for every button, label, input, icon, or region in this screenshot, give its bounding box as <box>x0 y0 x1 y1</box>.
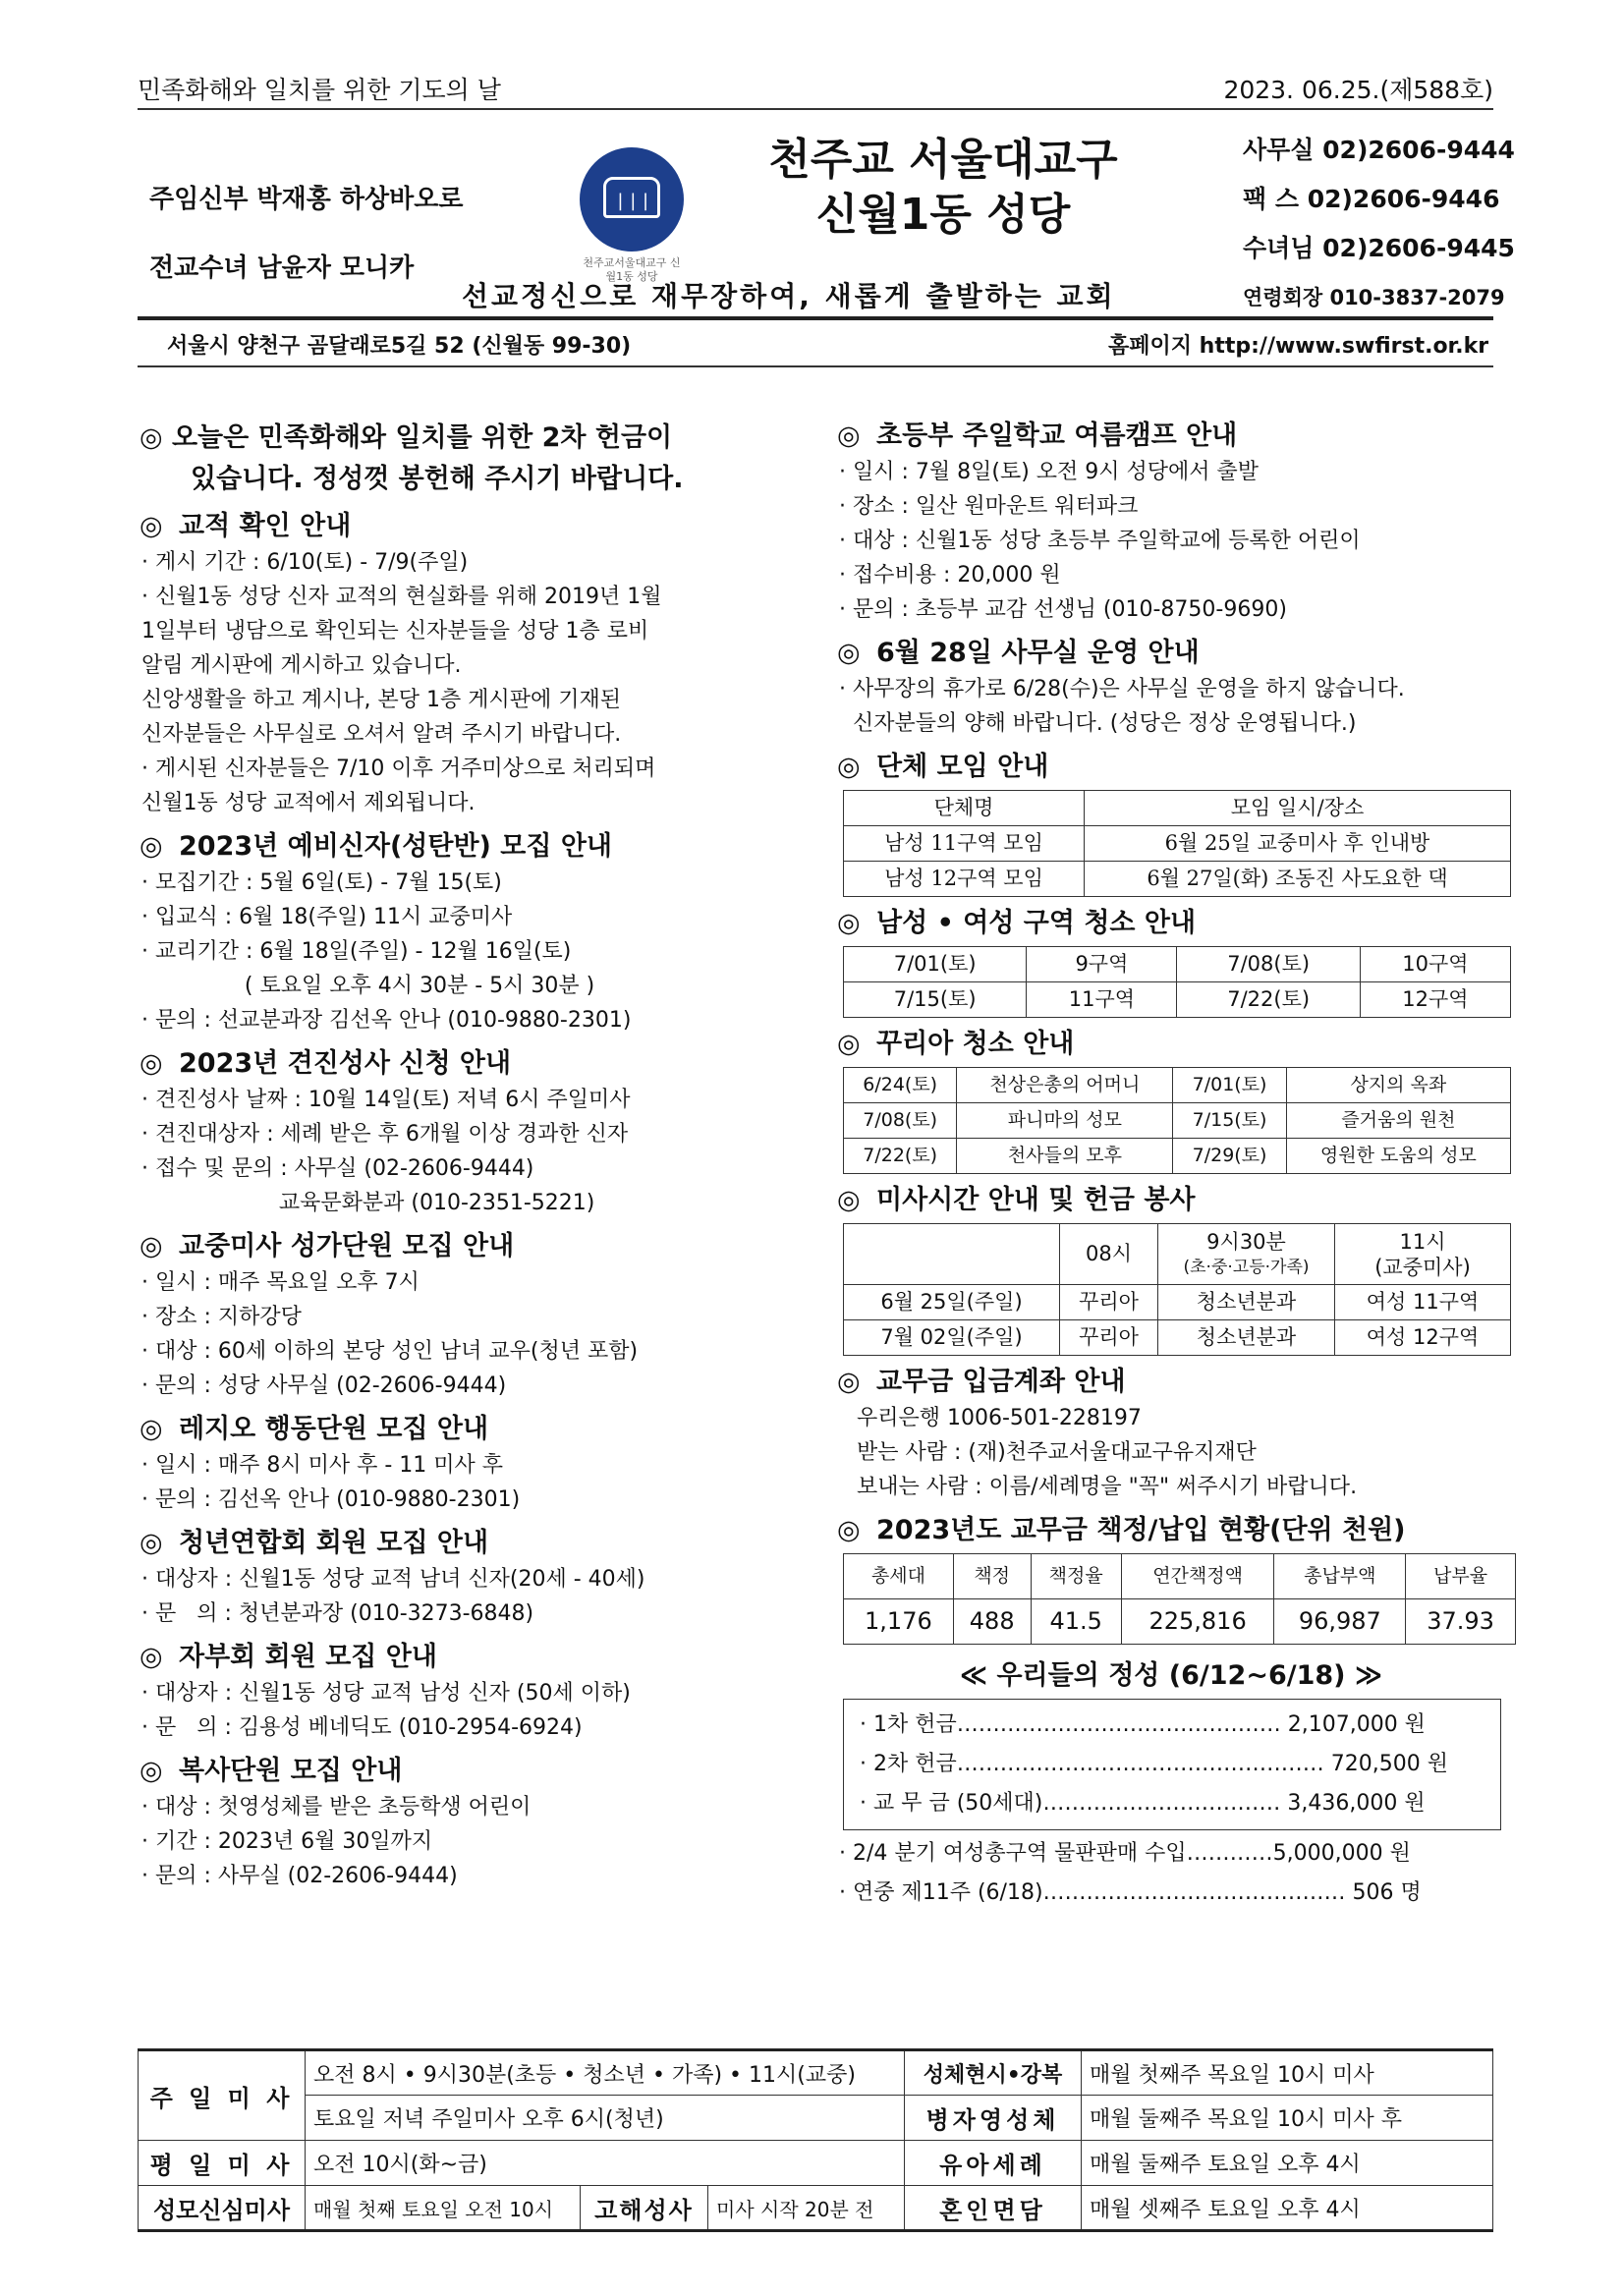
contact-office: 사무실 02)2606-9444 <box>1243 136 1515 164</box>
section-line: · 사무장의 휴가로 6/28(수)은 사무실 운영을 하지 않습니다. <box>839 677 1405 701</box>
section-title: ◎ 2023년 견진성사 신청 안내 <box>140 1048 512 1079</box>
table-cell <box>844 1224 1060 1285</box>
section-line: · 입교식 : 6월 18(주일) 11시 교중미사 <box>141 905 513 929</box>
section-catechumen <box>140 828 788 1037</box>
table-cell: 매월 셋째주 토요일 오후 4시 <box>1082 2186 1493 2231</box>
section-confirmation <box>140 1045 788 1220</box>
section-title: ◎ 단체 모임 안내 <box>837 752 1049 782</box>
table-row <box>139 2096 1493 2141</box>
section-line: · 일시 : 매주 목요일 오후 7시 <box>141 1270 420 1295</box>
section-line: · 장소 : 지하강당 <box>141 1305 302 1329</box>
table-header-row <box>844 791 1511 826</box>
section-line: 신자분들은 사무실로 오셔서 알려 주시기 바랍니다. <box>141 722 622 747</box>
table-cell: 오전 8시 • 9시30분(초등 • 청소년 • 가족) • 11시(교중) <box>306 2050 905 2096</box>
right-column <box>837 418 1505 1913</box>
section-mass-offering <box>837 1182 1505 1356</box>
table-cell: 영원한 도움의 성모 <box>1286 1139 1510 1174</box>
contact-list <box>1243 126 1515 322</box>
section-line: 알림 게시판에 게시하고 있습니다. <box>141 653 462 678</box>
parish-logo <box>580 142 688 290</box>
table-cell: 천사들의 모후 <box>957 1139 1173 1174</box>
table-row <box>844 947 1511 982</box>
notice-line: 있습니다. 정성껏 봉헌해 주시기 바랍니다. <box>191 464 684 494</box>
section-title: ◎ 교무금 입금계좌 안내 <box>837 1367 1126 1397</box>
section-title: ◎ 레지오 행동단원 모집 안내 <box>140 1414 489 1444</box>
section-line: · 문의 : 사무실 (02-2606-9444) <box>141 1864 458 1888</box>
table-cell: 매월 둘째주 토요일 오후 4시 <box>1082 2141 1493 2186</box>
table-cell: 청소년분과 <box>1158 1320 1335 1356</box>
table-cell: 미사 시작 20분 전 <box>708 2186 905 2231</box>
section-line: · 게시 기간 : 6/10(토) - 7/9(주일) <box>141 550 469 575</box>
offering-line: · 2/4 분기 여성총구역 물판판매 수입…………5,000,000 원 <box>839 1841 1411 1866</box>
section-altar-servers <box>140 1753 788 1893</box>
section-legio <box>140 1411 788 1517</box>
table-cell: 7/29(토) <box>1173 1139 1286 1174</box>
header-text: 11시 <box>1399 1229 1446 1254</box>
section-line: 신자분들의 양해 바랍니다. (성당은 정상 운영됩니다.) <box>839 711 1357 736</box>
section-line: 신앙생활을 하고 계시나, 본당 1층 게시판에 기재된 <box>141 688 621 712</box>
table-row <box>844 1285 1511 1320</box>
table-cell: 12구역 <box>1360 982 1510 1018</box>
table-cell: 7/15(토) <box>844 982 1027 1018</box>
header-subtext: (교중미사) <box>1374 1255 1471 1279</box>
table-cell: 모임 일시/장소 <box>1085 791 1511 826</box>
contact-fax: 팩 스 02)2606-9446 <box>1243 185 1500 213</box>
table-cell: 7/08(토) <box>844 1103 957 1139</box>
sister-name: 전교수녀 남윤자 모니카 <box>149 253 415 283</box>
title-line-2: 신월1동 성당 <box>815 190 1071 240</box>
table-cell: 매월 둘째주 목요일 10시 미사 후 <box>1082 2096 1493 2141</box>
second-collection-notice <box>140 418 788 500</box>
section-line: · 접수비용 : 20,000 원 <box>839 563 1061 588</box>
table-row <box>139 2050 1493 2096</box>
table-row <box>844 1103 1511 1139</box>
table-cell: 꾸리아 <box>1060 1320 1158 1356</box>
title-line-1: 천주교 서울대교구 <box>768 135 1118 185</box>
table-cell: 7월 02일(주일) <box>844 1320 1060 1356</box>
section-line: · 견진성사 날짜 : 10월 14일(토) 저녁 6시 주일미사 <box>141 1088 631 1112</box>
table-row <box>844 982 1511 1018</box>
section-line: · 문의 : 성당 사무실 (02-2606-9444) <box>141 1373 507 1398</box>
section-line: · 대상 : 신월1동 성당 초등부 주일학교에 등록한 어린이 <box>839 529 1361 553</box>
table-cell: 41.5 <box>1031 1599 1121 1645</box>
section-line: · 일시 : 매주 8시 미사 후 - 11 미사 후 <box>141 1453 504 1478</box>
table-row <box>139 2186 1493 2231</box>
table-cell: 책정 <box>953 1554 1031 1599</box>
table-cell: 성체현시•강복 <box>905 2050 1082 2096</box>
header-text: 9시30분 <box>1206 1229 1286 1254</box>
table-cell: 08시 <box>1060 1224 1158 1285</box>
table-cell <box>1335 1224 1511 1285</box>
table-cell: 11구역 <box>1027 982 1177 1018</box>
section-line: · 장소 : 일산 원마운트 워터파크 <box>839 494 1139 519</box>
table-cell: 여성 11구역 <box>1335 1285 1511 1320</box>
table-cell: 225,816 <box>1121 1599 1274 1645</box>
table-cell: 6월 25일 교중미사 후 인내방 <box>1085 826 1511 862</box>
offering-line: · 교 무 금 (50세대)…………………………… 3,436,000 원 <box>860 1791 1426 1816</box>
divider <box>138 108 1493 110</box>
section-line: · 접수 및 문의 : 사무실 (02-2606-9444) <box>141 1156 534 1181</box>
section-choir <box>140 1228 788 1403</box>
section-title: ◎ 교중미사 성가단원 모집 안내 <box>140 1231 515 1261</box>
issue-date: 2023. 06.25.(제588호) <box>1223 76 1493 104</box>
parish-title <box>688 133 1199 243</box>
parish-motto: 선교정신으로 재무장하여, 새롭게 출발하는 교회 <box>462 280 1116 312</box>
table-cell: 총세대 <box>844 1554 954 1599</box>
table-cell: 단체명 <box>844 791 1085 826</box>
pastor-name: 주임신부 박재홍 하상바오로 <box>149 185 464 214</box>
table-row <box>844 862 1511 897</box>
offering-line: · 2차 헌금…………………………………………… 720,500 원 <box>860 1752 1448 1776</box>
table-cell: 매월 첫째주 목요일 10시 미사 <box>1082 2050 1493 2096</box>
top-line <box>138 71 1493 110</box>
table-cell: 납부율 <box>1406 1554 1516 1599</box>
curia-cleaning-table <box>843 1067 1511 1174</box>
table-header-row <box>844 1554 1516 1599</box>
group-meetings-table <box>843 790 1511 897</box>
table-cell: 7/01(토) <box>1173 1068 1286 1103</box>
table-row <box>844 826 1511 862</box>
divider <box>138 316 1493 320</box>
table-cell: 혼인면담 <box>905 2186 1082 2231</box>
table-cell: 6월 25일(주일) <box>844 1285 1060 1320</box>
section-summer-camp <box>837 418 1505 627</box>
section-district-cleaning <box>837 905 1505 1018</box>
section-line: 우리은행 1006-501-228197 <box>857 1406 1142 1430</box>
table-cell: 7/08(토) <box>1177 947 1360 982</box>
offering-title: ≪ 우리들의 정성 (6/12~6/18) ≫ <box>959 1660 1383 1691</box>
contact-funeral-head: 연령회장 010-3837-2079 <box>1243 286 1505 309</box>
homepage-link[interactable]: 홈페이지 http://www.swfirst.or.kr <box>1108 334 1489 359</box>
dues-status-table <box>843 1553 1516 1645</box>
table-cell: 488 <box>953 1599 1031 1645</box>
parish-address: 서울시 양천구 곰달래로5길 52 (신월동 99-30) <box>167 334 632 359</box>
prayer-day-text: 민족화해와 일치를 위한 기도의 날 <box>138 76 501 104</box>
section-line: · 기간 : 2023년 6월 30일까지 <box>141 1829 433 1854</box>
table-header-row <box>844 1224 1511 1285</box>
section-line: 신월1동 성당 교적에서 제외됩니다. <box>141 791 476 815</box>
table-cell: 6/24(토) <box>844 1068 957 1103</box>
section-dues-status <box>837 1512 1505 1645</box>
offering-line: · 1차 헌금……………………………………… 2,107,000 원 <box>860 1712 1426 1737</box>
section-title: ◎ 교적 확인 안내 <box>140 511 352 541</box>
section-line: ( 토요일 오후 4시 30분 - 5시 30분 ) <box>141 974 595 998</box>
section-line: · 대상 : 60세 이하의 본당 성인 남녀 교우(청년 포함) <box>141 1339 639 1364</box>
table-cell: 7/01(토) <box>844 947 1027 982</box>
offering-box <box>843 1699 1501 1830</box>
section-line: · 모집기간 : 5월 6일(토) - 7월 15(토) <box>141 870 502 895</box>
section-line: · 게시된 신자분들은 7/10 이후 거주미상으로 처리되며 <box>141 756 656 781</box>
table-cell: 상지의 옥좌 <box>1286 1068 1510 1103</box>
table-cell: 파니마의 성모 <box>957 1103 1173 1139</box>
table-cell: 7/22(토) <box>844 1139 957 1174</box>
section-group-meetings <box>837 749 1505 897</box>
notice-line: ◎ 오늘은 민족화해와 일치를 위한 2차 헌금이 <box>140 422 673 453</box>
table-cell: 1,176 <box>844 1599 954 1645</box>
section-line: 받는 사람 : (재)천주교서울대교구유지재단 <box>857 1440 1257 1465</box>
table-cell: 6월 27일(화) 조동진 사도요한 댁 <box>1085 862 1511 897</box>
table-cell: 평 일 미 사 <box>139 2141 306 2186</box>
table-cell: 성모신심미사 <box>139 2186 306 2231</box>
section-line: · 대상 : 첫영성체를 받은 초등학생 어린이 <box>141 1795 532 1820</box>
table-cell: 책정율 <box>1031 1554 1121 1599</box>
table-cell: 37.93 <box>1406 1599 1516 1645</box>
section-youth <box>140 1525 788 1631</box>
table-cell: 96,987 <box>1274 1599 1406 1645</box>
table-row <box>844 1320 1511 1356</box>
table-cell: 고해성사 <box>581 2186 708 2231</box>
table-row <box>844 1599 1516 1645</box>
section-title: ◎ 2023년 예비신자(성탄반) 모집 안내 <box>140 831 613 862</box>
table-cell: 7/15(토) <box>1173 1103 1286 1139</box>
section-line: · 교리기간 : 6월 18일(주일) - 12월 16일(토) <box>141 939 572 964</box>
table-cell: 천상은총의 어머니 <box>957 1068 1173 1103</box>
table-cell: 남성 12구역 모임 <box>844 862 1085 897</box>
table-row <box>139 2141 1493 2186</box>
table-cell: 남성 11구역 모임 <box>844 826 1085 862</box>
section-line: · 견진대상자 : 세례 받은 후 6개월 이상 경과한 신자 <box>141 1122 629 1147</box>
section-title: ◎ 꾸리아 청소 안내 <box>837 1029 1075 1059</box>
table-cell <box>1158 1224 1335 1285</box>
section-line: · 대상자 : 신월1동 성당 교적 남녀 신자(20세 - 40세) <box>141 1567 645 1592</box>
section-title: ◎ 남성 • 여성 구역 청소 안내 <box>837 908 1197 938</box>
section-curia-cleaning <box>837 1026 1505 1174</box>
section-title: ◎ 복사단원 모집 안내 <box>140 1756 403 1786</box>
section-title: ◎ 6월 28일 사무실 운영 안내 <box>837 638 1200 668</box>
section-line: 보내는 사람 : 이름/세례명을 "꼭" 써주시기 바랍니다. <box>857 1475 1358 1499</box>
table-cell: 즐거움의 원천 <box>1286 1103 1510 1139</box>
table-cell: 10구역 <box>1360 947 1510 982</box>
left-column <box>140 418 788 1893</box>
header-subtext: (초·중·고등·가족) <box>1183 1257 1310 1277</box>
table-cell: 여성 12구역 <box>1335 1320 1511 1356</box>
divider <box>138 365 1493 367</box>
logo-caption: 천주교서울대교구 신월1동 성당 <box>583 256 681 283</box>
section-line: · 문 의 : 청년분과장 (010-3273-6848) <box>141 1601 534 1626</box>
section-title: ◎ 자부회 회원 모집 안내 <box>140 1642 437 1672</box>
table-cell: 연간책정액 <box>1121 1554 1274 1599</box>
section-line: 1일부터 냉담으로 확인되는 신자분들을 성당 1층 로비 <box>141 619 649 644</box>
logo-emblem-icon: |||| <box>580 147 684 252</box>
table-cell: 총납부액 <box>1274 1554 1406 1599</box>
table-row <box>844 1139 1511 1174</box>
section-title: ◎ 미사시간 안내 및 헌금 봉사 <box>837 1185 1196 1215</box>
district-cleaning-table <box>843 946 1511 1018</box>
table-cell: 7/22(토) <box>1177 982 1360 1018</box>
section-offering <box>837 1658 1505 1913</box>
table-cell: 매월 첫째 토요일 오전 10시 <box>306 2186 581 2231</box>
section-line: · 일시 : 7월 8일(토) 오전 9시 성당에서 출발 <box>839 460 1260 484</box>
section-title: ◎ 초등부 주일학교 여름캠프 안내 <box>837 420 1238 451</box>
table-cell: 주 일 미 사 <box>139 2050 306 2141</box>
table-cell: 청소년분과 <box>1158 1285 1335 1320</box>
section-line: · 대상자 : 신월1동 성당 교적 남성 신자 (50세 이하) <box>141 1681 631 1706</box>
section-title: ◎ 2023년도 교무금 책정/납입 현황(단위 천원) <box>837 1515 1406 1545</box>
section-line: · 문의 : 초등부 교감 선생님 (010-8750-9690) <box>839 597 1287 622</box>
section-fathers <box>140 1639 788 1745</box>
table-row <box>844 1068 1511 1103</box>
section-title: ◎ 청년연합회 회원 모집 안내 <box>140 1528 489 1558</box>
section-office-hours <box>837 635 1505 741</box>
table-cell: 병자영성체 <box>905 2096 1082 2141</box>
mass-schedule-table <box>138 2048 1493 2232</box>
table-cell: 9구역 <box>1027 947 1177 982</box>
table-cell: 오전 10시(화~금) <box>306 2141 905 2186</box>
section-line: 교육문화분과 (010-2351-5221) <box>141 1191 595 1215</box>
section-account <box>837 1364 1505 1504</box>
mass-offering-table <box>843 1223 1511 1356</box>
contact-sister: 수녀님 02)2606-9445 <box>1243 234 1515 262</box>
section-parish-record <box>140 508 788 820</box>
offering-line: · 연중 제11주 (6/18)…………………………………… 506 명 <box>839 1880 1422 1905</box>
table-cell: 꾸리아 <box>1060 1285 1158 1320</box>
section-line: · 문의 : 선교분과장 김선옥 안나 (010-9880-2301) <box>141 1008 632 1033</box>
section-line: · 문 의 : 김용성 베네딕도 (010-2954-6924) <box>141 1715 583 1740</box>
section-line: · 문의 : 김선옥 안나 (010-9880-2301) <box>141 1487 521 1512</box>
table-cell: 유아세례 <box>905 2141 1082 2186</box>
section-line: · 신월1동 성당 신자 교적의 현실화를 위해 2019년 1월 <box>141 585 662 609</box>
table-cell: 토요일 저녁 주일미사 오후 6시(청년) <box>306 2096 905 2141</box>
